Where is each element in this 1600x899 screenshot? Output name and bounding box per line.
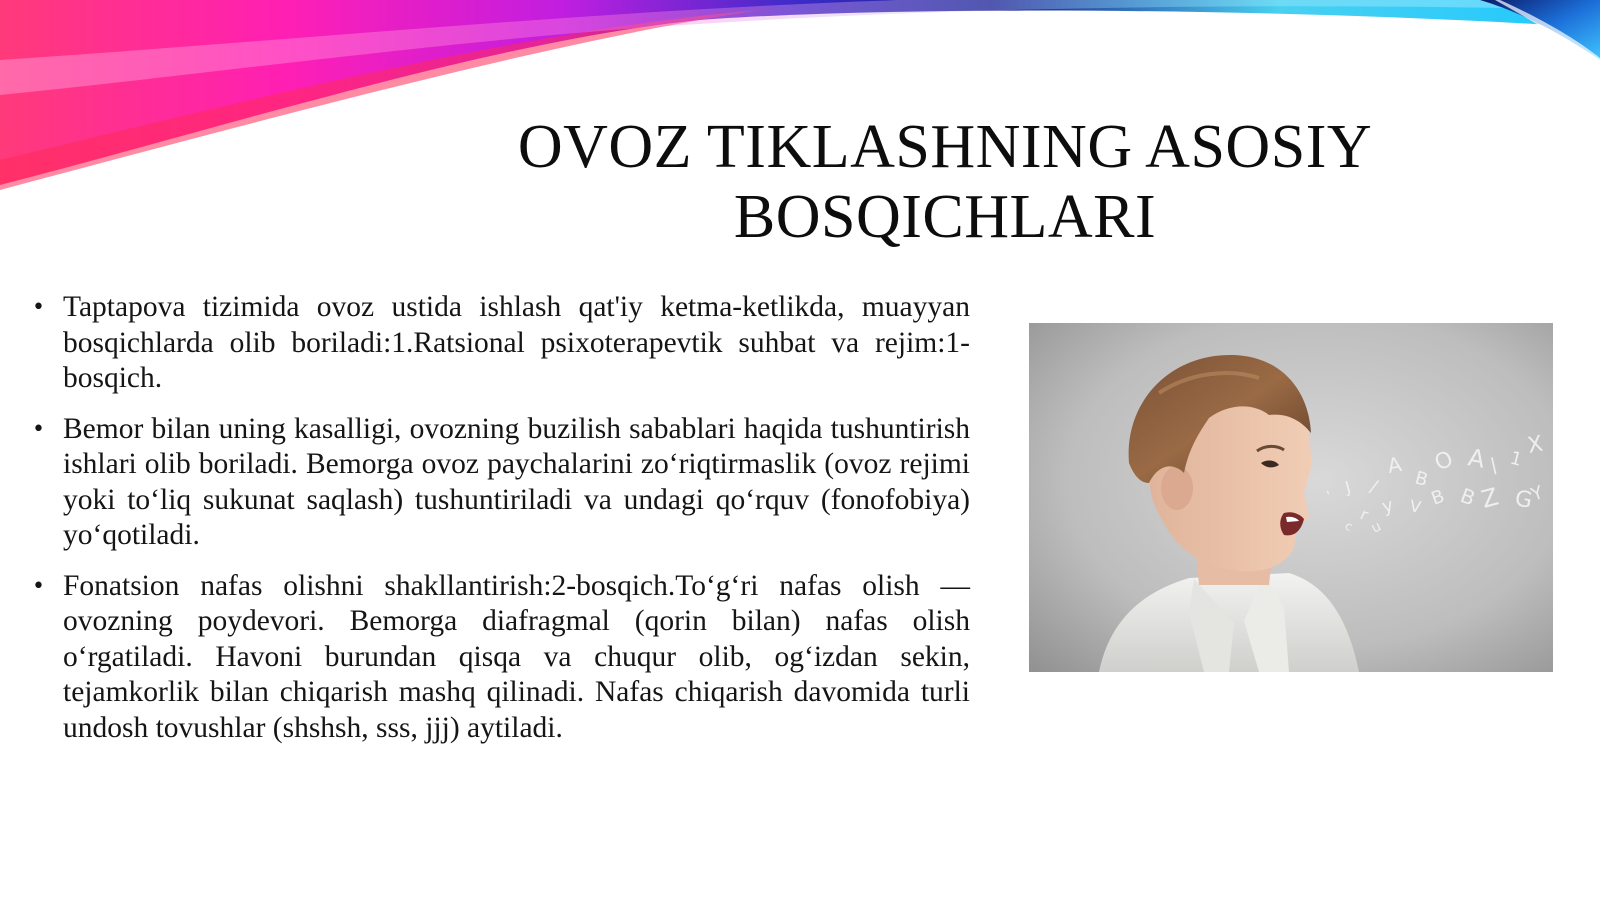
svg-text:1: 1 — [1507, 447, 1525, 471]
svg-text:': ' — [1324, 488, 1334, 505]
bullet-text: Fonatsion nafas olishni shakllantirish:2-bosqich.To‘g‘ri nafas olish — ovozning poydevori. Bemorga diafragmal (qorin bilan) nafas olish o‘rgatiladi. Havoni burundan qisqa va chuqur olib, og‘izdan sekin, tejamkorlik bilan chiqarish mashq qilinadi. Nafas chiqarish davomida turli undosh tovushlar (shshsh, sss, jjj) aytiladi. — [63, 569, 970, 744]
svg-text:A: A — [1465, 443, 1487, 474]
bullet-dot-icon: • — [32, 573, 45, 599]
bullet-item — [30, 569, 970, 747]
svg-text:u: u — [1368, 518, 1384, 537]
svg-text:J: J — [1343, 477, 1353, 497]
svg-text:O: O — [1430, 446, 1458, 477]
bullet-item — [30, 412, 970, 554]
bullet-list — [30, 290, 970, 761]
bullet-dot-icon: • — [32, 295, 45, 320]
svg-text:B: B — [1412, 467, 1431, 492]
svg-text:r: r — [1357, 504, 1372, 525]
child-shouting-photo — [1029, 323, 1553, 672]
svg-text:A: A — [1385, 451, 1404, 478]
slide-title-line-2: BOSQICHLARI — [733, 183, 1157, 251]
svg-text:Y: Y — [1528, 482, 1547, 506]
svg-text:V: V — [1408, 496, 1423, 517]
bullet-text: Taptapova tizimida ovoz ustida ishlash qat'iy ketma-ketlikda, muayyan bosqichlarda olib boriladi:1.Ratsional psixoterapevtik suhbat va rejim:1-bosqich. — [63, 291, 970, 394]
svg-text:B: B — [1428, 485, 1448, 510]
svg-text:Z: Z — [1478, 482, 1502, 514]
bullet-item — [30, 290, 970, 397]
svg-text:c: c — [1342, 518, 1356, 534]
slide-title — [440, 112, 1450, 252]
bullet-text: Bemor bilan uning kasalligi, ovozning buzilish sabablari haqida tushuntirish ishlari olib boriladi. Bemorga ovoz paychalarini zo‘riqtirmaslik (ovoz rejimi yoki to‘liq sukunat saqlash) tushuntiriladi va undagi qo‘rquv (fonofobiya) yo‘qotiladi. — [63, 412, 970, 551]
svg-text:y: y — [1379, 494, 1396, 518]
bullet-dot-icon: • — [32, 416, 45, 442]
slide-title-line-1: OVOZ TIKLASHNING ASOSIY — [517, 113, 1373, 181]
svg-text:G: G — [1512, 486, 1535, 514]
svg-text:B: B — [1457, 483, 1479, 511]
svg-text:/: / — [1484, 453, 1503, 478]
svg-text:/: / — [1367, 475, 1381, 498]
svg-text:X: X — [1525, 431, 1545, 459]
